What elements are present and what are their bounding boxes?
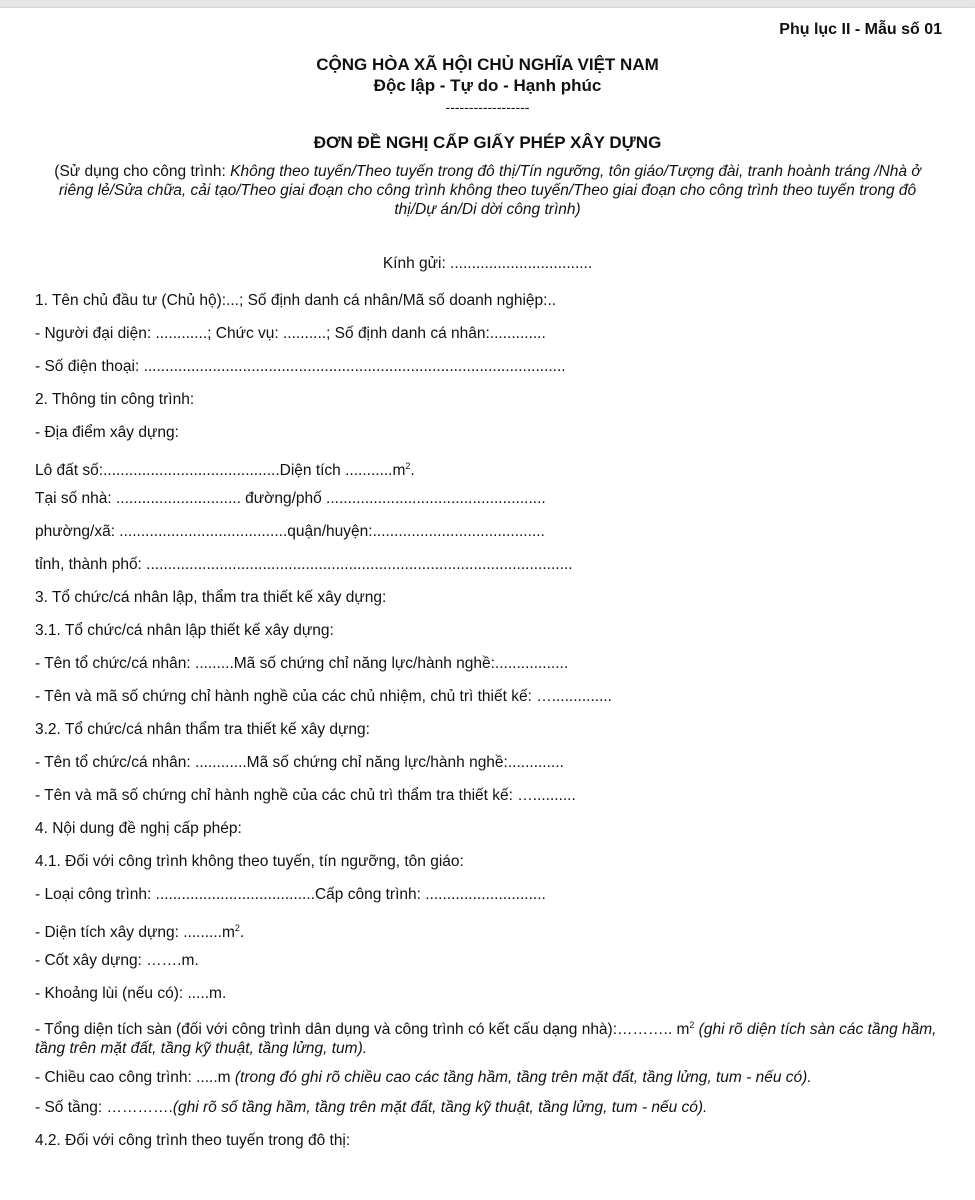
ward-district-line: phường/xã: .......................................quận/huyện:........................................ [35, 523, 545, 540]
usage-lead: (Sử dụng cho công trình: [54, 163, 231, 180]
setback-line: - Khoảng lùi (nếu có): .....m. [35, 985, 227, 1002]
usage-note [40, 162, 935, 219]
section-4-1-heading: 4.1. Đối với công trình không theo tuyến, tín ngưỡng, tôn giáo: [35, 853, 464, 870]
section-2-heading: 2. Thông tin công trình: [35, 391, 195, 408]
province-line: tỉnh, thành phố: ................................................................................................... [35, 556, 573, 573]
floor-count-line: - Số tầng: ………….(ghi rõ số tầng hầm, tầng trên mặt đất, tầng kỹ thuật, tầng lửng, tum - nếu có). [35, 1099, 708, 1117]
section-4-2-heading: 4.2. Đối với công trình theo tuyến trong đô thị: [35, 1132, 351, 1150]
reviewer-cert-line: - Tên và mã số chứng chỉ hành nghề của các chủ trì thẩm tra thiết kế: ….......... [35, 787, 576, 804]
reviewer-org-line: - Tên tổ chức/cá nhân: ............Mã số chứng chỉ năng lực/hành nghề:............. [35, 754, 564, 771]
floor-area-line: - Tổng diện tích sàn (đối với công trình dân dụng và công trình có kết cấu dạng nhà):……….. $m^2$ (ghi rõ diện tích sàn các tầng hầm, tầng trên mặt đất, tầng kỹ thuật, tầng lửng, tum). [35, 1020, 937, 1058]
recipient-line: Kính gửi: ................................. [382, 255, 593, 272]
construction-area-line: - Diện tích xây dựng: $.........m^2$. [35, 923, 245, 942]
separator-dashes: ------------------ [445, 99, 530, 115]
location-label: - Địa điểm xây dựng: [35, 424, 179, 441]
lot-area-line: Lô đất số:.........................................Diện tích $...........m^2$. [35, 461, 415, 480]
section-3-1-heading: 3.1. Tổ chức/cá nhân lập thiết kế xây dựng: [35, 622, 334, 639]
document-title: ĐƠN ĐỀ NGHỊ CẤP GIẤY PHÉP XÂY DỰNG [313, 133, 662, 152]
national-motto: Độc lập - Tự do - Hạnh phúc [373, 76, 602, 95]
usage-list: Không theo tuyến/Theo tuyến trong đô thị/Tín ngưỡng, tôn giáo/Tượng đài, tranh hoành tráng /Nhà ở riêng lẻ/Sửa chữa, cải tạo/Theo giai đoạn cho công trình không theo tuyến/Theo giai đoạn cho công trình theo tuyến trong đô thị/Dự án/Di dời công trình) [58, 163, 921, 218]
designer-cert-line: - Tên và mã số chứng chỉ hành nghề của các chủ nhiệm, chủ trì thiết kế: ….............. [35, 688, 612, 705]
section-3-heading: 3. Tổ chức/cá nhân lập, thẩm tra thiết kế xây dựng: [35, 589, 387, 606]
section-4-heading: 4. Nội dung đề nghị cấp phép: [35, 820, 242, 837]
phone-line: - Số điện thoại: .................................................................................................. [35, 358, 566, 375]
section-3-2-heading: 3.2. Tổ chức/cá nhân thẩm tra thiết kế xây dựng: [35, 721, 370, 738]
investor-name-line: 1. Tên chủ đầu tư (Chủ hộ):...; Số định danh cá nhân/Mã số doanh nghiệp:.. [35, 292, 557, 309]
form-body [35, 286, 940, 1159]
elevation-line: - Cốt xây dựng: …….m. [35, 952, 199, 969]
address-line: Tại số nhà: ............................. đường/phố ................................................... [35, 490, 546, 507]
building-height-line: - Chiều cao công trình: .....m (trong đó ghi rõ chiều cao các tầng hầm, tầng trên mặt đất, tầng lửng, tum - nếu có). [35, 1069, 812, 1087]
national-title: CỘNG HÒA XÃ HỘI CHỦ NGHĨA VIỆT NAM [316, 55, 659, 74]
building-type-line: - Loại công trình: .....................................Cấp công trình: ............................ [35, 886, 546, 903]
representative-line: - Người đại diện: ............; Chức vụ: ..........; Số định danh cá nhân:............. [35, 325, 546, 342]
document-page [0, 8, 975, 1200]
appendix-label: Phụ lục II - Mẫu số 01 [779, 21, 942, 38]
designer-org-line: - Tên tổ chức/cá nhân: .........Mã số chứng chỉ năng lực/hành nghề:................. [35, 655, 569, 672]
